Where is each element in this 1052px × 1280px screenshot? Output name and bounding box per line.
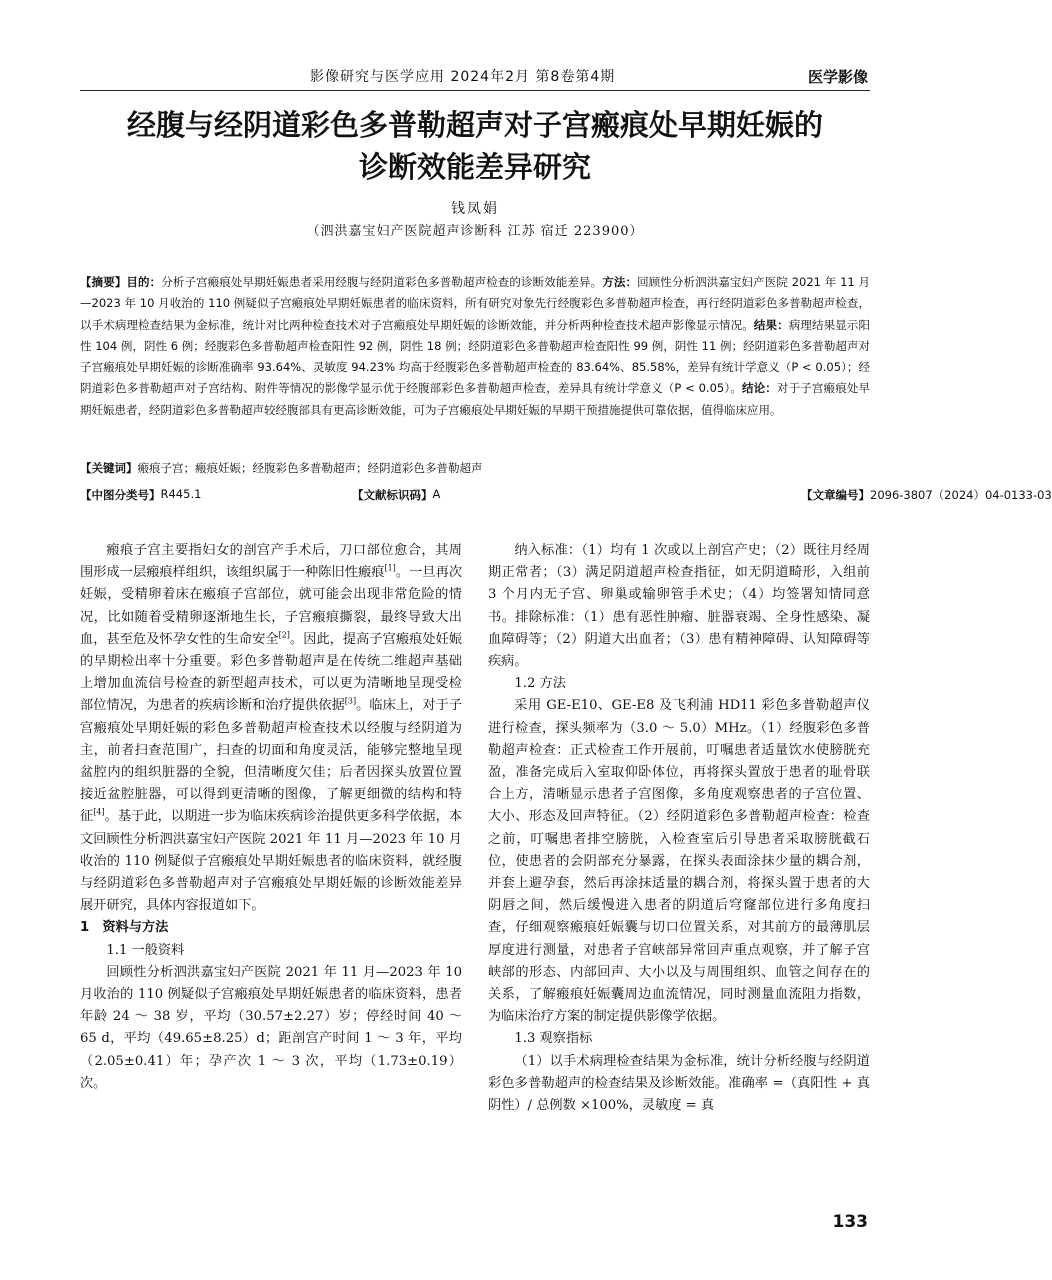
doc-code-value: A [432,487,441,501]
conclusion-text: 对于子宫瘢痕处早期妊娠患者，经阴道彩色多普勒超声较经腹部具有更高诊断效能，可为子宫瘢痕处早期妊娠的早期干预措施提供可靠依据，值得临床应用。 [80,381,871,417]
doc-code-label: 【文献标识码】 [352,488,433,502]
method-paragraph: 采用 GE-E10、GE-E8 及飞利浦 HD11 彩色多普勒超声仪进行检查，探头频率为（3.0 ～ 5.0）MHz。（1）经腹彩色多普勒超声检查：正式检查工作开展前，叮嘱患者适量饮水使膀胱充盈，准备完成后入室取仰卧体位，再将探头置放于患者的耻骨联合上方，清晰显示患者子宫图像，多角度观察患者的子宫位置、大小、形态及回声特征。（2）经阴道彩色多普勒超声检查：检查之前，叮嘱患者排空膀胱，入检查室后引导患者采取膀胱截石位，使患者的会阴部充分暴露，在探头表面涂抹少量的耦合剂，并套上避孕套，然后再涂抹适量的耦合剂，将探头置于患者的大阴唇之间，然后缓慢进入患者的阴道后穹窿部位进行多角度扫查，仔细观察瘢痕妊娠囊与切口位置关系，对其前方的最薄肌层厚度进行测量，对患者子宫峡部异常回声重点观察，并了解子宫峡部的形态、内部回声、大小以及与周围组织、血管之间存在的关系，了解瘢痕妊娠囊周边血流情况，同时测量血流阻力指数，为临床治疗方案的制定提供影像学依据。 [488,698,870,1025]
article-number-label: 【文章编号】 [801,488,870,502]
body-column-right [488,540,870,1117]
intro-paragraph [80,540,462,917]
affiliation: （泗洪嘉宝妇产医院超声诊断科 江苏 宿迁 223900） [306,224,644,239]
indicator-paragraph: （1）以手术病理检查结果为金标准，统计分析经腹与经阴道彩色多普勒超声的检查结果及诊断效能。准确率 =（真阳性 + 真阴性）/ 总例数 ×100%，灵敏度 = 真 [488,1053,870,1114]
conclusion-label: 结论： [741,381,777,396]
method-text: 回顾性分析泗洪嘉宝妇产医院 2021 年 11 月—2023 年 10 月收治的 110 例疑似子宫瘢痕处早期妊娠患者的临床资料，所有研究对象先行经腹彩色多普勒超声检查，再行经阴道彩色多普勒超声检查，以手术病理检查结果为金标准，统计对比两种检查技术对子宫瘢痕处早期妊娠的诊断效能，并分析两种检查技术超声影像显示情况。 [80,275,871,332]
section-tag: 医学影像 [807,68,868,86]
article-title [80,104,870,188]
article-number [801,487,1052,503]
page-number: 133 [832,1212,868,1232]
clc-label: 【中图分类号】 [80,488,161,502]
article-number-value: 2096-3807（2024）04-0133-03 [870,488,1052,502]
citation-3: [3] [344,697,357,707]
section-heading-1: 1 资料与方法 [80,920,169,936]
clc-value: R445.1 [160,487,202,501]
abstract [80,272,870,421]
body-column-left [80,540,462,1095]
general-data-paragraph: 回顾性分析泗洪嘉宝妇产医院 2021 年 11 月—2023 年 10 月收治的 110 例疑似子宫瘢痕处早期妊娠患者的临床资料，患者年龄 24 ～ 38 岁，平均（30.57±2.27）岁；停经时间 40 ～ 65 d，平均（49.65±8.25）d；距剖宫产时间 1 ～ 3 年，平均（2.05±0.41）年；孕产次 1 ～ 3 次，平均（1.73±0.19）次。 [80,964,462,1091]
title-line-2: 诊断效能差异研究 [358,150,591,184]
citation-2: [2] [278,630,290,640]
author: 钱凤娟 [451,201,499,217]
intro-text-d: 。临床上，对于子宫瘢痕处早期妊娠的彩色多普勒超声检查技术以经腹与经阴道为主，前者扫查范围广，扫查的切面和角度灵活，能够完整地呈现盆腔内的组织脏器的全貌，但清晰度欠佳；后者因探头放置位置接近盆腔脏器，可以得到更清晰的图像，了解更细微的结构和特征 [80,698,463,825]
intro-text-c: 。因此，提高子宫瘢痕处妊娠的早期检出率十分重要。彩色多普勒超声是在传统二维超声基础上增加血流信号检查的新型超声技术，可以更为清晰地呈现受检部位情况，为患者的疾病诊断和治疗提供依据 [80,631,463,714]
section-heading-1-3: 1.3 观察指标 [514,1031,593,1047]
intro-text-a: 瘢痕子宫主要指妇女的剖宫产手术后，刀口部位愈合，其周围形成一层瘢痕样组织，该组织属于一种陈旧性瘢痕 [80,543,462,581]
intro-text-e: 。基于此，以期进一步为临床疾病诊治提供更多科学依据，本文回顾性分析泗洪嘉宝妇产医院 2021 年 11 月—2023 年 10 月收治的 110 例疑似子宫瘢痕处早期妊娠患者的临床资料，就经腹与经阴道彩色多普勒超声对子宫瘢痕处早期妊娠的诊断效能差异展开研究，具体内容报道如下。 [80,809,463,914]
result-text: 病理结果显示阳性 104 例，阴性 6 例；经腹彩色多普勒超声检查阳性 92 例，阴性 18 例；经阴道彩色多普勒超声检查阳性 99 例，阴性 11 例；经阴道彩色多普勒超声对子宫瘢痕处早期妊娠的诊断准确率 93.64%、灵敏度 94.23% 均高于经腹彩色多普勒超声检查的 83.64%、85.58%，差异有统计学意义（P < 0.05）；经阴道彩色多普勒超声对子宫结构、附件等情况的影像学显示优于经腹部彩色多普勒超声检查，差异具有统计学意义（P < 0.05）。 [80,317,870,396]
section-heading-1-1: 1.1 一般资料 [106,942,185,958]
citation-4: [4] [93,808,105,818]
title-line-1: 经腹与经阴道彩色多普勒超声对子宫瘢痕处早期妊娠的 [126,108,823,142]
intro-text-b: 。一旦再次妊娠，受精卵着床在瘢痕子宫部位，就可能会出现非常危险的情况，比如随着受精卵逐渐地生长，子宫瘢痕撕裂，最终导致大出血，甚至危及怀孕女性的生命安全 [80,565,463,647]
keywords-label: 【关键词】 [80,461,138,475]
clc [80,487,202,503]
journal-issue: 影像研究与医学应用 2024年2月 第8卷第4期 [310,69,616,85]
classification-row [80,487,1052,505]
section-heading-1-2: 1.2 方法 [514,676,566,692]
purpose-label: 目的： [126,275,162,289]
result-label: 结果： [753,317,789,332]
purpose-text: 分析子宫瘢痕处早期妊娠患者采用经腹与经阴道彩色多普勒超声检查的诊断效能差异。 [161,275,603,289]
method-label: 方法： [602,275,638,289]
doc-code [352,487,441,503]
abstract-label: 【摘要】 [80,275,127,289]
citation-1: [1] [384,563,396,573]
keywords-text: 瘢痕子宫；瘢痕妊娠；经腹彩色多普勒超声；经阴道彩色多普勒超声 [137,461,483,475]
running-header [80,64,870,91]
keywords [80,460,870,476]
criteria-paragraph: 纳入标准：（1）均有 1 次或以上剖宫产史；（2）既往月经周期正常者；（3）满足阴道超声检查指征，如无阴道畸形，入组前 3 个月内无子宫、卵巢或输卵管手术史；（4）均签署知情同意书。排除标准：（1）患有恶性肿瘤、脏器衰竭、全身性感染、凝血障碍等；（2）阴道大出血者；（3）患有精神障碍、认知障碍等疾病。 [488,543,870,670]
